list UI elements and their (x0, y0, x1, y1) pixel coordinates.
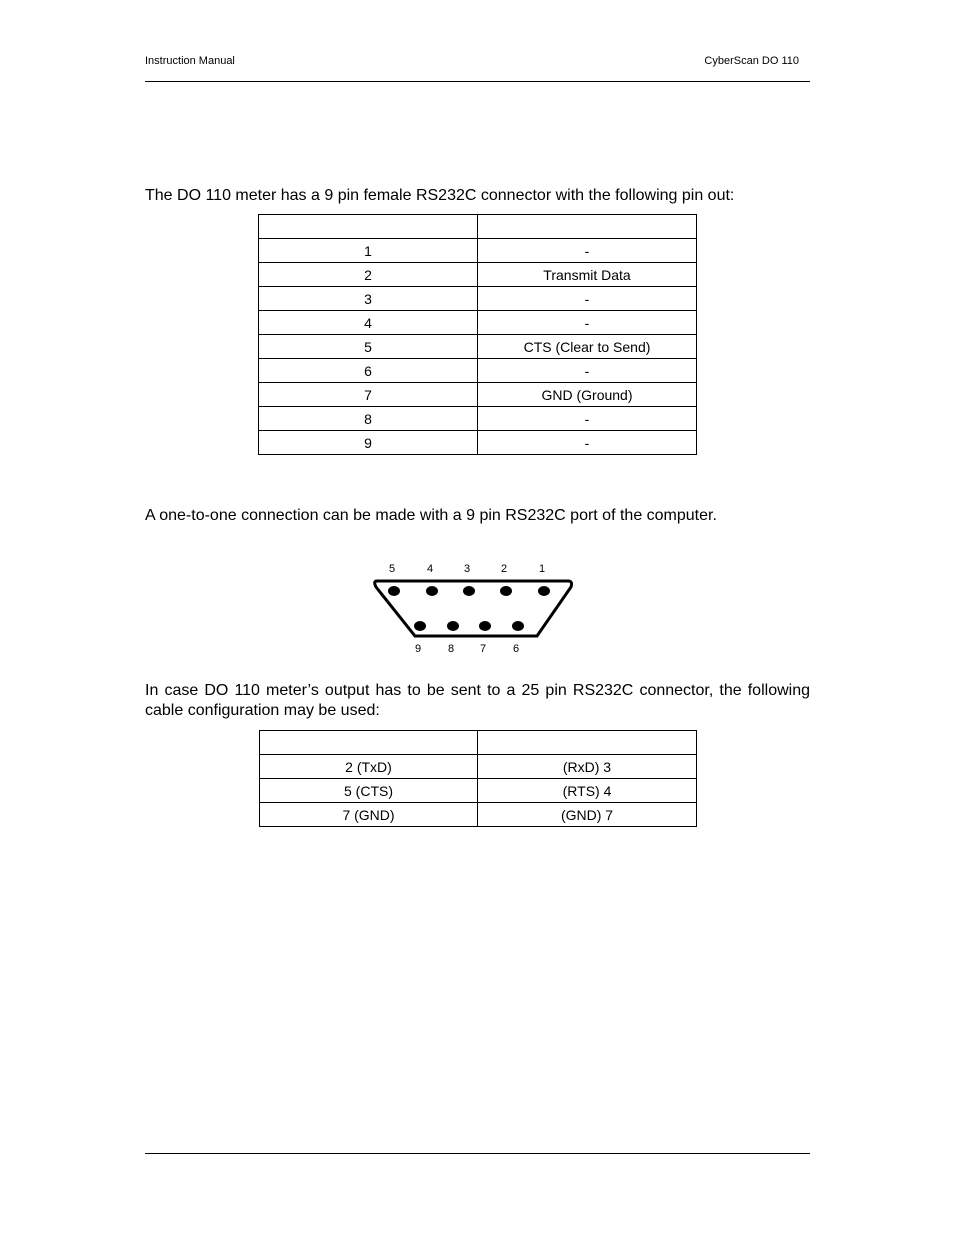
connector-pin (500, 586, 512, 596)
pin-label: 4 (426, 563, 434, 575)
table-row (260, 755, 697, 779)
pin-label: 8 (447, 643, 455, 655)
pin-label: 9 (414, 643, 422, 655)
table-header-row (260, 731, 697, 755)
table-cell: - (478, 311, 697, 335)
table-row (259, 431, 697, 455)
table-header-row (259, 215, 697, 239)
table-row (259, 239, 697, 263)
pin-label: 6 (512, 643, 520, 655)
table-cell: 5 (259, 335, 478, 359)
table-cell: 5 (CTS) (260, 779, 478, 803)
table-cell: (RTS) 4 (478, 779, 697, 803)
table-row (259, 311, 697, 335)
table-cell: 1 (259, 239, 478, 263)
header-product: CyberScan DO 110 (704, 55, 799, 67)
intro-paragraph: The DO 110 meter has a 9 pin female RS232C connector with the following pin out: (145, 187, 735, 204)
cable-paragraph: In case DO 110 meter’s output has to be sent to a 25 pin RS232C connector, the following cable configuration may be used: (145, 682, 810, 719)
table-row (259, 359, 697, 383)
table-cell: 9 (259, 431, 478, 455)
table-header-cell (478, 215, 697, 239)
pin-label: 5 (388, 563, 396, 575)
table-cell: - (478, 407, 697, 431)
table-row (259, 383, 697, 407)
table-header-cell (260, 731, 478, 755)
table-cell: CTS (Clear to Send) (478, 335, 697, 359)
pin-label: 3 (463, 563, 471, 575)
table-cell: 2 (259, 263, 478, 287)
connector-pin (426, 586, 438, 596)
table-cell: - (478, 239, 697, 263)
connector-pin (512, 621, 524, 631)
table-cell: 3 (259, 287, 478, 311)
pin-label: 1 (538, 563, 546, 575)
cable-table (259, 730, 697, 827)
table-cell: 4 (259, 311, 478, 335)
connector-pin (447, 621, 459, 631)
table-row (259, 335, 697, 359)
connector-pin (479, 621, 491, 631)
table-cell: 7 (259, 383, 478, 407)
table-row (260, 803, 697, 827)
table-cell: 6 (259, 359, 478, 383)
table-header-cell (478, 731, 697, 755)
table-cell: - (478, 287, 697, 311)
connection-paragraph: A one-to-one connection can be made with a 9 pin RS232C port of the computer. (145, 507, 717, 524)
table-cell: GND (Ground) (478, 383, 697, 407)
table-cell: (GND) 7 (478, 803, 697, 827)
pinout-table (258, 214, 697, 455)
table-row (259, 287, 697, 311)
table-cell: - (478, 431, 697, 455)
table-cell: Transmit Data (478, 263, 697, 287)
table-row (259, 263, 697, 287)
table-row (260, 779, 697, 803)
table-cell: - (478, 359, 697, 383)
table-row (259, 407, 697, 431)
connector-pin (538, 586, 550, 596)
header-rule (145, 81, 810, 82)
footer-rule (145, 1153, 810, 1154)
table-cell: (RxD) 3 (478, 755, 697, 779)
header-title: Instruction Manual (145, 55, 235, 67)
db9-connector-diagram (365, 558, 580, 658)
pin-label: 7 (479, 643, 487, 655)
pin-label: 2 (500, 563, 508, 575)
table-header-cell (259, 215, 478, 239)
table-cell: 7 (GND) (260, 803, 478, 827)
table-cell: 8 (259, 407, 478, 431)
connector-pin (463, 586, 475, 596)
table-cell: 2 (TxD) (260, 755, 478, 779)
connector-pin (388, 586, 400, 596)
connector-pin (414, 621, 426, 631)
